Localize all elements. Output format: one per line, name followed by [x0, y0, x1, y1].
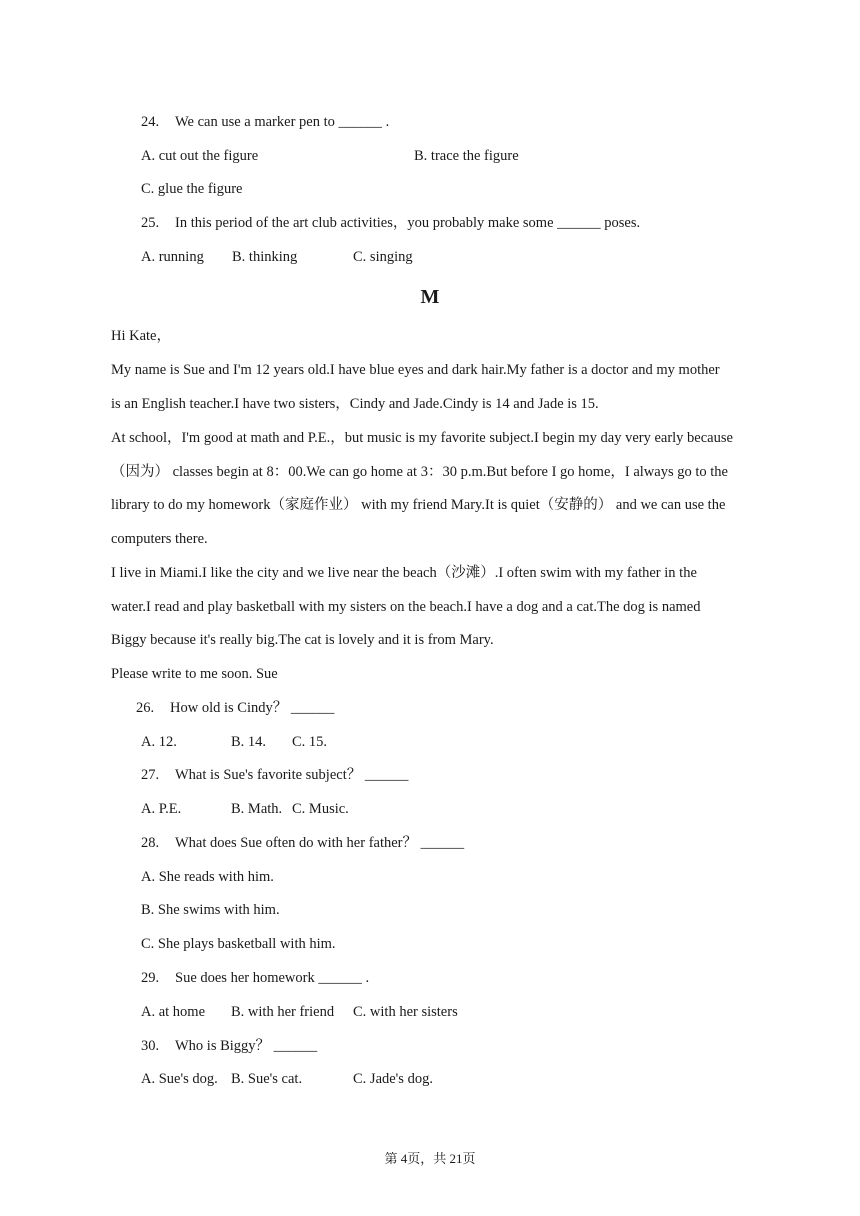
question-text: In this period of the art club activities，you probably make some ______ poses.	[175, 215, 641, 231]
options-row	[141, 146, 741, 166]
question-text: What does Sue often do with her father？ ______	[175, 835, 465, 851]
question-24	[141, 112, 389, 132]
passage-line: Biggy because it's really big.The cat is lovely and it is from Mary.	[111, 632, 494, 648]
option-c[interactable]: C. singing	[353, 249, 413, 265]
question-number: 28.	[141, 835, 160, 851]
passage-line: At school，I'm good at math and P.E.，but music is my favorite subject.I begin my day very early because	[111, 430, 733, 446]
option-c[interactable]: C. with her sisters	[353, 1004, 458, 1020]
passage-line: is an English teacher.I have two sisters，Cindy and Jade.Cindy is 14 and Jade is 15.	[111, 396, 599, 412]
question-text: How old is Cindy？ ______	[170, 700, 335, 716]
question-number: 29.	[141, 970, 160, 986]
section-title: M	[420, 286, 440, 308]
option-b[interactable]: B. Math.	[231, 801, 283, 817]
option-c[interactable]: C. Jade's dog.	[353, 1071, 433, 1087]
passage-signoff: Please write to me soon. Sue	[111, 666, 278, 682]
option-a[interactable]: A. running	[141, 249, 204, 265]
option-a[interactable]: A. P.E.	[141, 801, 182, 817]
question-number: 30.	[141, 1038, 160, 1054]
option-b[interactable]: B. 14.	[231, 734, 267, 750]
question-text: Sue does her homework ______ .	[175, 970, 370, 986]
option-a[interactable]: A. Sue's dog.	[141, 1071, 218, 1087]
option-c[interactable]: C. glue the figure	[141, 181, 243, 197]
question-number: 24.	[141, 114, 160, 130]
option-c[interactable]: C. Music.	[292, 801, 349, 817]
passage-line: I live in Miami.I like the city and we live near the beach（沙滩）.I often swim with my father in the	[111, 565, 697, 581]
question-27	[141, 765, 408, 785]
passage-greeting: Hi Kate，	[111, 328, 171, 344]
question-number: 25.	[141, 215, 160, 231]
question-text: What is Sue's favorite subject？ ______	[175, 767, 409, 783]
option-a[interactable]: A. 12.	[141, 734, 177, 750]
page-footer: 第 4页，共 21页	[384, 1151, 476, 1166]
option-a[interactable]: A. at home	[141, 1004, 206, 1020]
question-number: 27.	[141, 767, 160, 783]
passage-line: water.I read and play basketball with my sisters on the beach.I have a dog and a cat.The dog is named	[111, 599, 701, 615]
question-28	[141, 833, 464, 853]
passage-line: library to do my homework（家庭作业） with my friend Mary.It is quiet（安静的） and we can use the	[111, 497, 726, 513]
question-25	[141, 213, 640, 233]
passage-line: My name is Sue and I'm 12 years old.I have blue eyes and dark hair.My father is a doctor and my mother	[111, 362, 720, 378]
option-b[interactable]: B. trace the figure	[414, 148, 519, 164]
options-row	[141, 247, 741, 267]
question-30	[141, 1036, 317, 1056]
option-b[interactable]: B. She swims with him.	[141, 902, 280, 918]
option-b[interactable]: B. with her friend	[231, 1004, 335, 1020]
option-b[interactable]: B. thinking	[232, 249, 298, 265]
question-number: 26.	[136, 700, 155, 716]
option-a[interactable]: A. cut out the figure	[141, 148, 259, 164]
option-c[interactable]: C. She plays basketball with him.	[141, 936, 336, 952]
options-row	[141, 1069, 741, 1089]
options-row	[141, 732, 741, 752]
question-26	[136, 698, 334, 718]
question-text: Who is Biggy？ ______	[175, 1038, 318, 1054]
passage-line: （因为） classes begin at 8：00.We can go home at 3：30 p.m.But before I go home，I always go to the	[111, 464, 728, 480]
question-text: We can use a marker pen to ______ .	[175, 114, 390, 130]
options-row	[141, 799, 741, 819]
question-29	[141, 968, 369, 988]
options-row	[141, 1002, 741, 1022]
option-b[interactable]: B. Sue's cat.	[231, 1071, 303, 1087]
option-a[interactable]: A. She reads with him.	[141, 869, 274, 885]
passage-line: computers there.	[111, 531, 208, 547]
option-c[interactable]: C. 15.	[292, 734, 328, 750]
